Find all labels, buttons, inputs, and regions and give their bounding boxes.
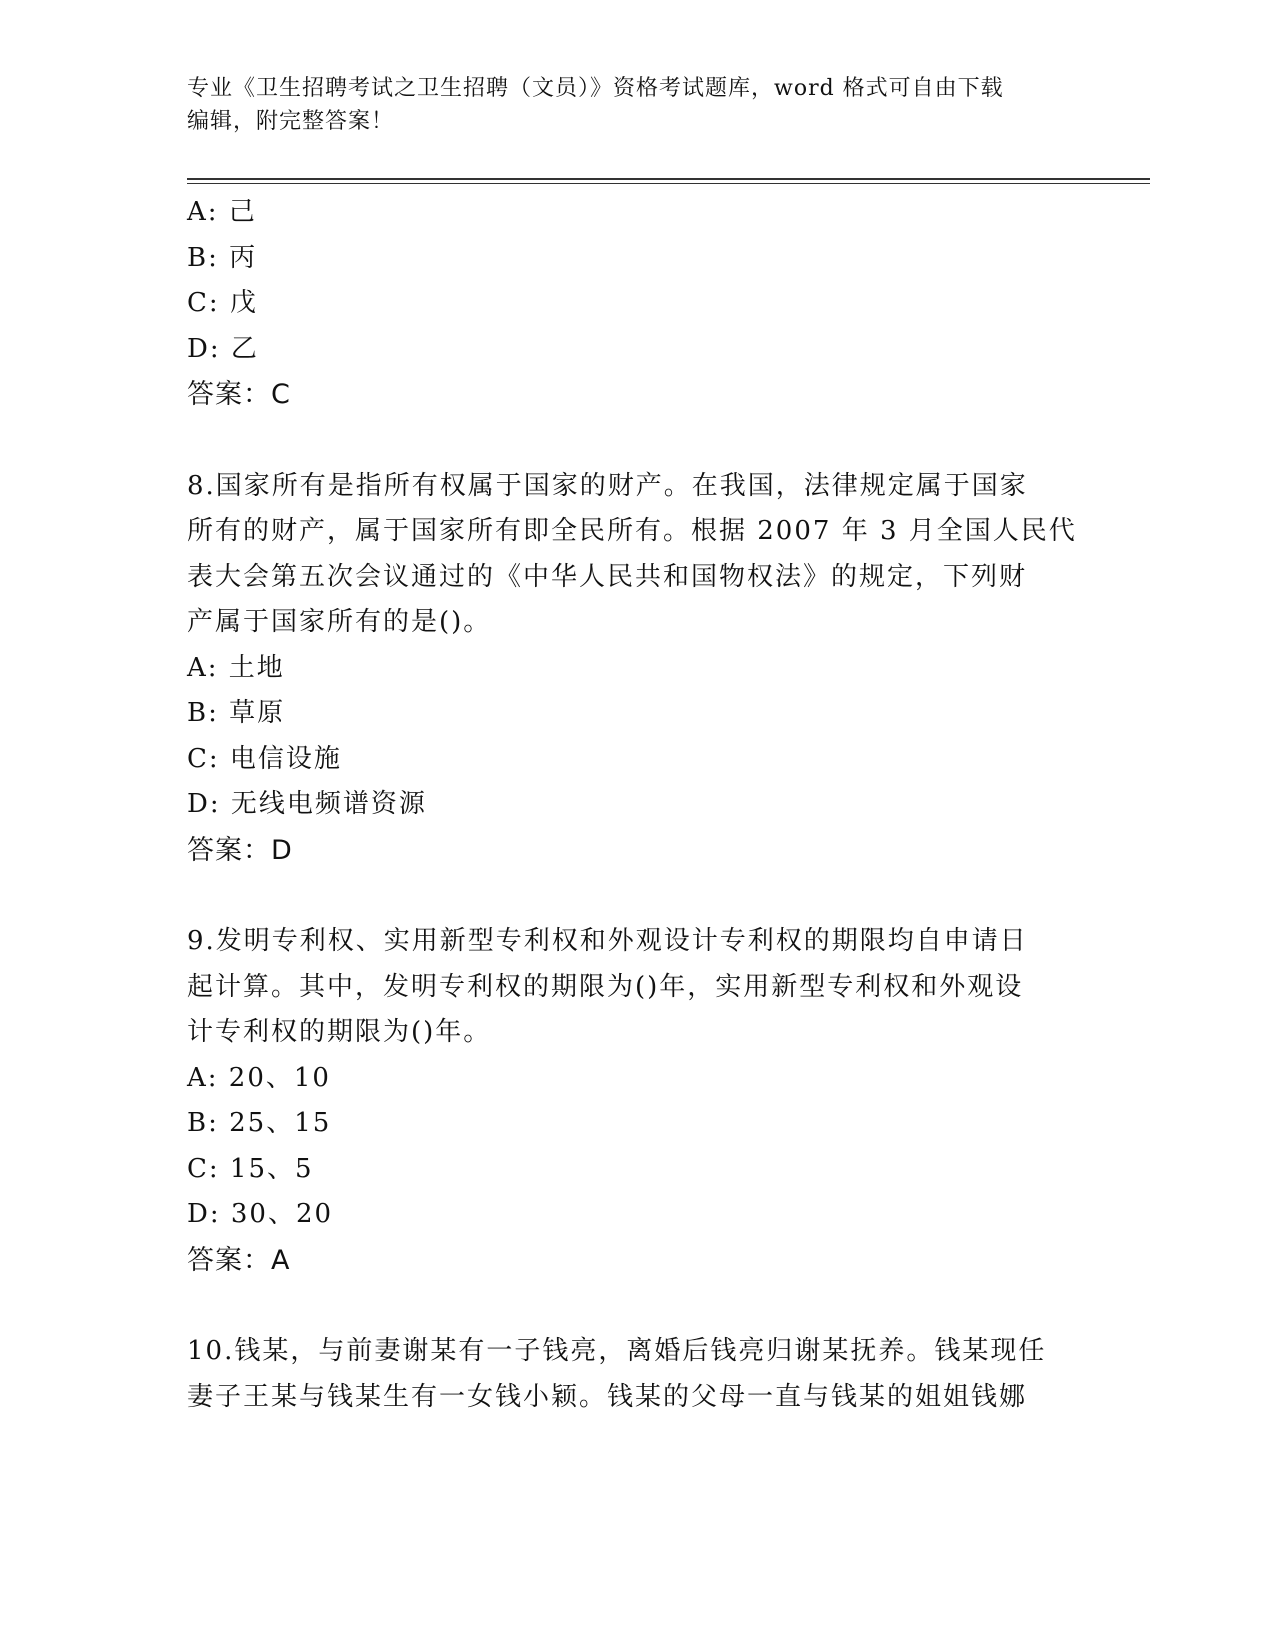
question-text-line: 产属于国家所有的是()。 — [187, 607, 492, 637]
option-d: D: 乙 — [187, 333, 259, 364]
spacer — [187, 418, 1087, 464]
header-divider-thin — [187, 183, 1150, 184]
question-text-line: 表大会第五次会议通过的《中华人民共和国物权法》的规定，下列财 — [187, 561, 1028, 592]
option-d: D: 30、20 — [187, 1199, 334, 1229]
option-c: C: 戊 — [187, 288, 258, 318]
question-text-line: 妻子王某与钱某生有一女钱小颖。钱某的父母一直与钱某的姐姐钱娜 — [187, 1381, 1028, 1412]
option-d: D: 无线电频谱资源 — [187, 789, 427, 819]
question-text-line: 10.钱某，与前妻谢某有一子钱亮，离婚后钱亮归谢某抚养。钱某现任 — [187, 1336, 1047, 1366]
option-b: B: 25、15 — [187, 1108, 332, 1138]
question-text-line: 9.发明专利权、实用新型专利权和外观设计专利权的期限均自申请日 — [187, 926, 1028, 956]
header-title-line-1: 专业《卫生招聘考试之卫生招聘（文员）》资格考试题库，word 格式可自由下载 — [187, 76, 1004, 101]
answer-line: 答案：A — [187, 1244, 291, 1276]
question-text-line: 所有的财产，属于国家所有即全民所有。根据 2007 年 3 月全国人民代 — [187, 516, 1077, 546]
answer-line: 答案：D — [187, 834, 293, 866]
option-b: B: 丙 — [187, 242, 258, 273]
header-title-line-2: 编辑，附完整答案！ — [187, 109, 395, 134]
question-text-line: 8.国家所有是指所有权属于国家的财产。在我国，法律规定属于国家 — [187, 470, 1028, 501]
spacer — [187, 1283, 1087, 1329]
question-text-line: 计专利权的期限为()年。 — [187, 1017, 492, 1047]
spacer — [187, 873, 1087, 919]
option-c: C: 电信设施 — [187, 743, 342, 774]
question-text-line: 起计算。其中，发明专利权的期限为()年，实用新型专利权和外观设 — [187, 971, 1024, 1002]
document-header — [187, 72, 1067, 138]
option-c: C: 15、5 — [187, 1153, 314, 1184]
option-a: A: 20、10 — [187, 1062, 331, 1093]
option-b: B: 草原 — [187, 698, 286, 728]
question-9 — [187, 919, 1087, 1283]
question-8 — [187, 464, 1087, 874]
document-body — [187, 190, 1087, 1420]
option-a: A: 己 — [187, 197, 257, 227]
question-7-continued — [187, 190, 1087, 418]
question-10 — [187, 1329, 1087, 1420]
option-a: A: 土地 — [187, 652, 285, 683]
header-divider-thick — [187, 178, 1150, 180]
answer-line: 答案：C — [187, 379, 291, 410]
